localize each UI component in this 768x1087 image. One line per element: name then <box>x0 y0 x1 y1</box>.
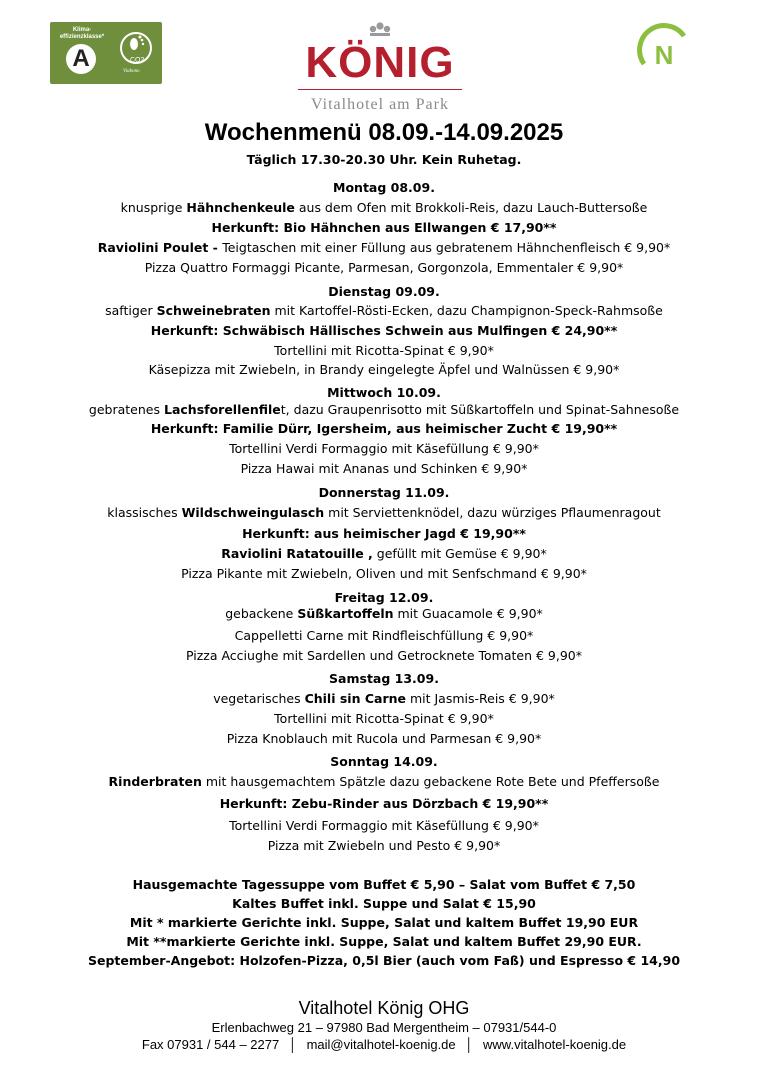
text: knusprige <box>120 200 187 215</box>
text: aus dem Ofen mit Brokkoli-Reis, dazu Lauch-Buttersoße <box>294 200 648 215</box>
dish-name: Süßkartoffeln <box>297 606 394 621</box>
text: gebackene <box>225 606 298 621</box>
note-line: Mit **markierte Gerichte inkl. Suppe, Salat und kaltem Buffet 29,90 EUR. <box>126 934 642 949</box>
text: klassisches <box>107 505 182 520</box>
hotel-logo <box>290 18 470 113</box>
menu-item: Pizza Knoblauch mit Rucola und Parmesan € 9,90* <box>226 731 542 746</box>
menu-item: Tortellini mit Ricotta-Spinat € 9,90* <box>274 711 494 726</box>
day-heading-thursday: Donnerstag 11.09. <box>318 485 450 500</box>
note-line: Hausgemachte Tagessuppe vom Buffet € 5,90 – Salat vom Buffet € 7,50 <box>132 877 636 892</box>
dish-name: Chili sin Carne <box>304 691 406 706</box>
text: vegetarisches <box>213 691 305 706</box>
text: mit Guacamole € 9,90* <box>393 606 543 621</box>
footer-contact <box>0 1037 768 1052</box>
logo-divider <box>298 89 462 90</box>
menu-item: Pizza Hawai mit Ananas und Schinken € 9,90* <box>240 461 528 476</box>
menu-item: Tortellini mit Ricotta-Spinat € 9,90* <box>274 343 494 358</box>
footer-address: Erlenbachweg 21 – 97980 Bad Mergentheim – 07931/544-0 <box>211 1020 557 1035</box>
text: saftiger <box>105 303 157 318</box>
menu-item <box>0 240 768 255</box>
menu-item: Pizza Acciughe mit Sardellen und Getrocknete Tomaten € 9,90* <box>185 648 582 663</box>
day-heading-friday: Freitag 12.09. <box>334 590 434 605</box>
origin-line: Herkunft: Familie Dürr, Igersheim, aus heimischer Zucht € 19,90** <box>150 421 618 436</box>
dish-name: Raviolini Poulet - <box>97 240 223 255</box>
menu-item <box>0 546 768 561</box>
menu-item: Pizza Pikante mit Zwiebeln, Oliven und mit Senfschmand € 9,90* <box>181 566 587 581</box>
text: t, dazu Graupenrisotto mit Süßkartoffeln und Spinat-Sahnesoße <box>280 402 680 417</box>
logo-subtitle: Vitalhotel am Park <box>311 96 449 113</box>
dish-name: Schweinebraten <box>156 303 271 318</box>
logo-name: KÖNIG <box>305 38 455 87</box>
text: mit Kartoffel-Rösti-Ecken, dazu Champignon-Speck-Rahmsoße <box>270 303 663 318</box>
text: mit Jasmis-Reis € 9,90* <box>405 691 555 706</box>
menu-item <box>0 505 768 520</box>
menu-item <box>0 402 768 417</box>
menu-item <box>0 774 768 789</box>
menu-item <box>0 691 768 706</box>
origin-line: Herkunft: aus heimischer Jagd € 19,90** <box>242 526 526 541</box>
menu-item: Käsepizza mit Zwiebeln, in Brandy eingelegte Äpfel und Walnüssen € 9,90* <box>148 362 620 377</box>
menu-item: Pizza mit Zwiebeln und Pesto € 9,90* <box>267 838 501 853</box>
text: gebratenes <box>88 402 164 417</box>
footer-fax: Fax 07931 / 544 – 2277 <box>141 1037 280 1052</box>
note-line: Kaltes Buffet inkl. Suppe und Salat € 15,90 <box>232 896 536 911</box>
text: mit hausgemachtem Spätzle dazu gebackene Rote Bete und Pfeffersoße <box>201 774 660 789</box>
text: mit Serviettenknödel, dazu würziges Pflaumenragout <box>324 505 661 520</box>
day-heading-tuesday: Dienstag 09.09. <box>328 284 440 299</box>
menu-item <box>0 303 768 318</box>
menu-item <box>0 606 768 621</box>
day-heading-sunday: Sonntag 14.09. <box>330 754 438 769</box>
badge-letter: N <box>654 40 674 70</box>
climate-grade: A <box>66 44 96 74</box>
sustainable-destination-badge <box>634 22 694 82</box>
day-heading-saturday: Samstag 13.09. <box>329 671 439 686</box>
dish-name: Wildschweingulasch <box>181 505 325 520</box>
climate-label: Klima-effizienzklasse* <box>59 27 105 40</box>
origin-line: Herkunft: Bio Hähnchen aus Ellwangen € 17,90** <box>211 220 557 235</box>
page-title: Wochenmenü 08.09.-14.09.2025 <box>204 119 564 146</box>
climate-efficiency-badge <box>50 22 162 84</box>
dish-name: Lachsforellenfile <box>163 402 281 417</box>
footer-separator: │ <box>288 1037 297 1052</box>
origin-line: Herkunft: Zebu-Rinder aus Dörzbach € 19,90** <box>219 796 549 811</box>
note-line: Mit * markierte Gerichte inkl. Suppe, Salat und kaltem Buffet 19,90 EUR <box>129 915 639 930</box>
menu-item: Tortellini Verdi Formaggio mit Käsefüllung € 9,90* <box>229 441 539 456</box>
day-heading-wednesday: Mittwoch 10.09. <box>327 385 441 400</box>
opening-hours: Täglich 17.30-20.30 Uhr. Kein Ruhetag. <box>246 152 522 167</box>
menu-item: Tortellini Verdi Formaggio mit Käsefüllung € 9,90* <box>229 818 539 833</box>
footer-separator: │ <box>465 1037 474 1052</box>
dish-name: Hähnchenkeule <box>186 200 295 215</box>
menu-item: Cappelletti Carne mit Rindfleischfüllung € 9,90* <box>234 628 534 643</box>
day-heading-monday: Montag 08.09. <box>333 180 435 195</box>
crown-icon <box>367 21 393 37</box>
co2-label: CO2 <box>130 57 145 64</box>
text: gefüllt mit Gemüse € 9,90* <box>372 546 547 561</box>
dish-name: Raviolini Ratatouille , <box>221 546 373 561</box>
footer-email-link[interactable]: mail@vitalhotel-koenig.de <box>306 1037 456 1052</box>
dish-name: Rinderbraten <box>108 774 202 789</box>
text: Teigtaschen mit einer Füllung aus gebratenem Hähnchenfleisch € 9,90* <box>222 240 671 255</box>
menu-item: Pizza Quattro Formaggi Picante, Parmesan, Gorgonzola, Emmentaler € 9,90* <box>144 260 624 275</box>
note-line: September-Angebot: Holzofen-Pizza, 0,5l Bier (auch vom Faß) und Espresso € 14,90 <box>87 953 681 968</box>
menu-item <box>0 200 768 215</box>
footer-website-link[interactable]: www.vitalhotel-koenig.de <box>483 1037 627 1052</box>
klima-brand: Viabono <box>123 69 140 74</box>
origin-line: Herkunft: Schwäbisch Hällisches Schwein aus Mulfingen € 24,90** <box>150 323 618 338</box>
footer-company: Vitalhotel König OHG <box>298 998 470 1018</box>
